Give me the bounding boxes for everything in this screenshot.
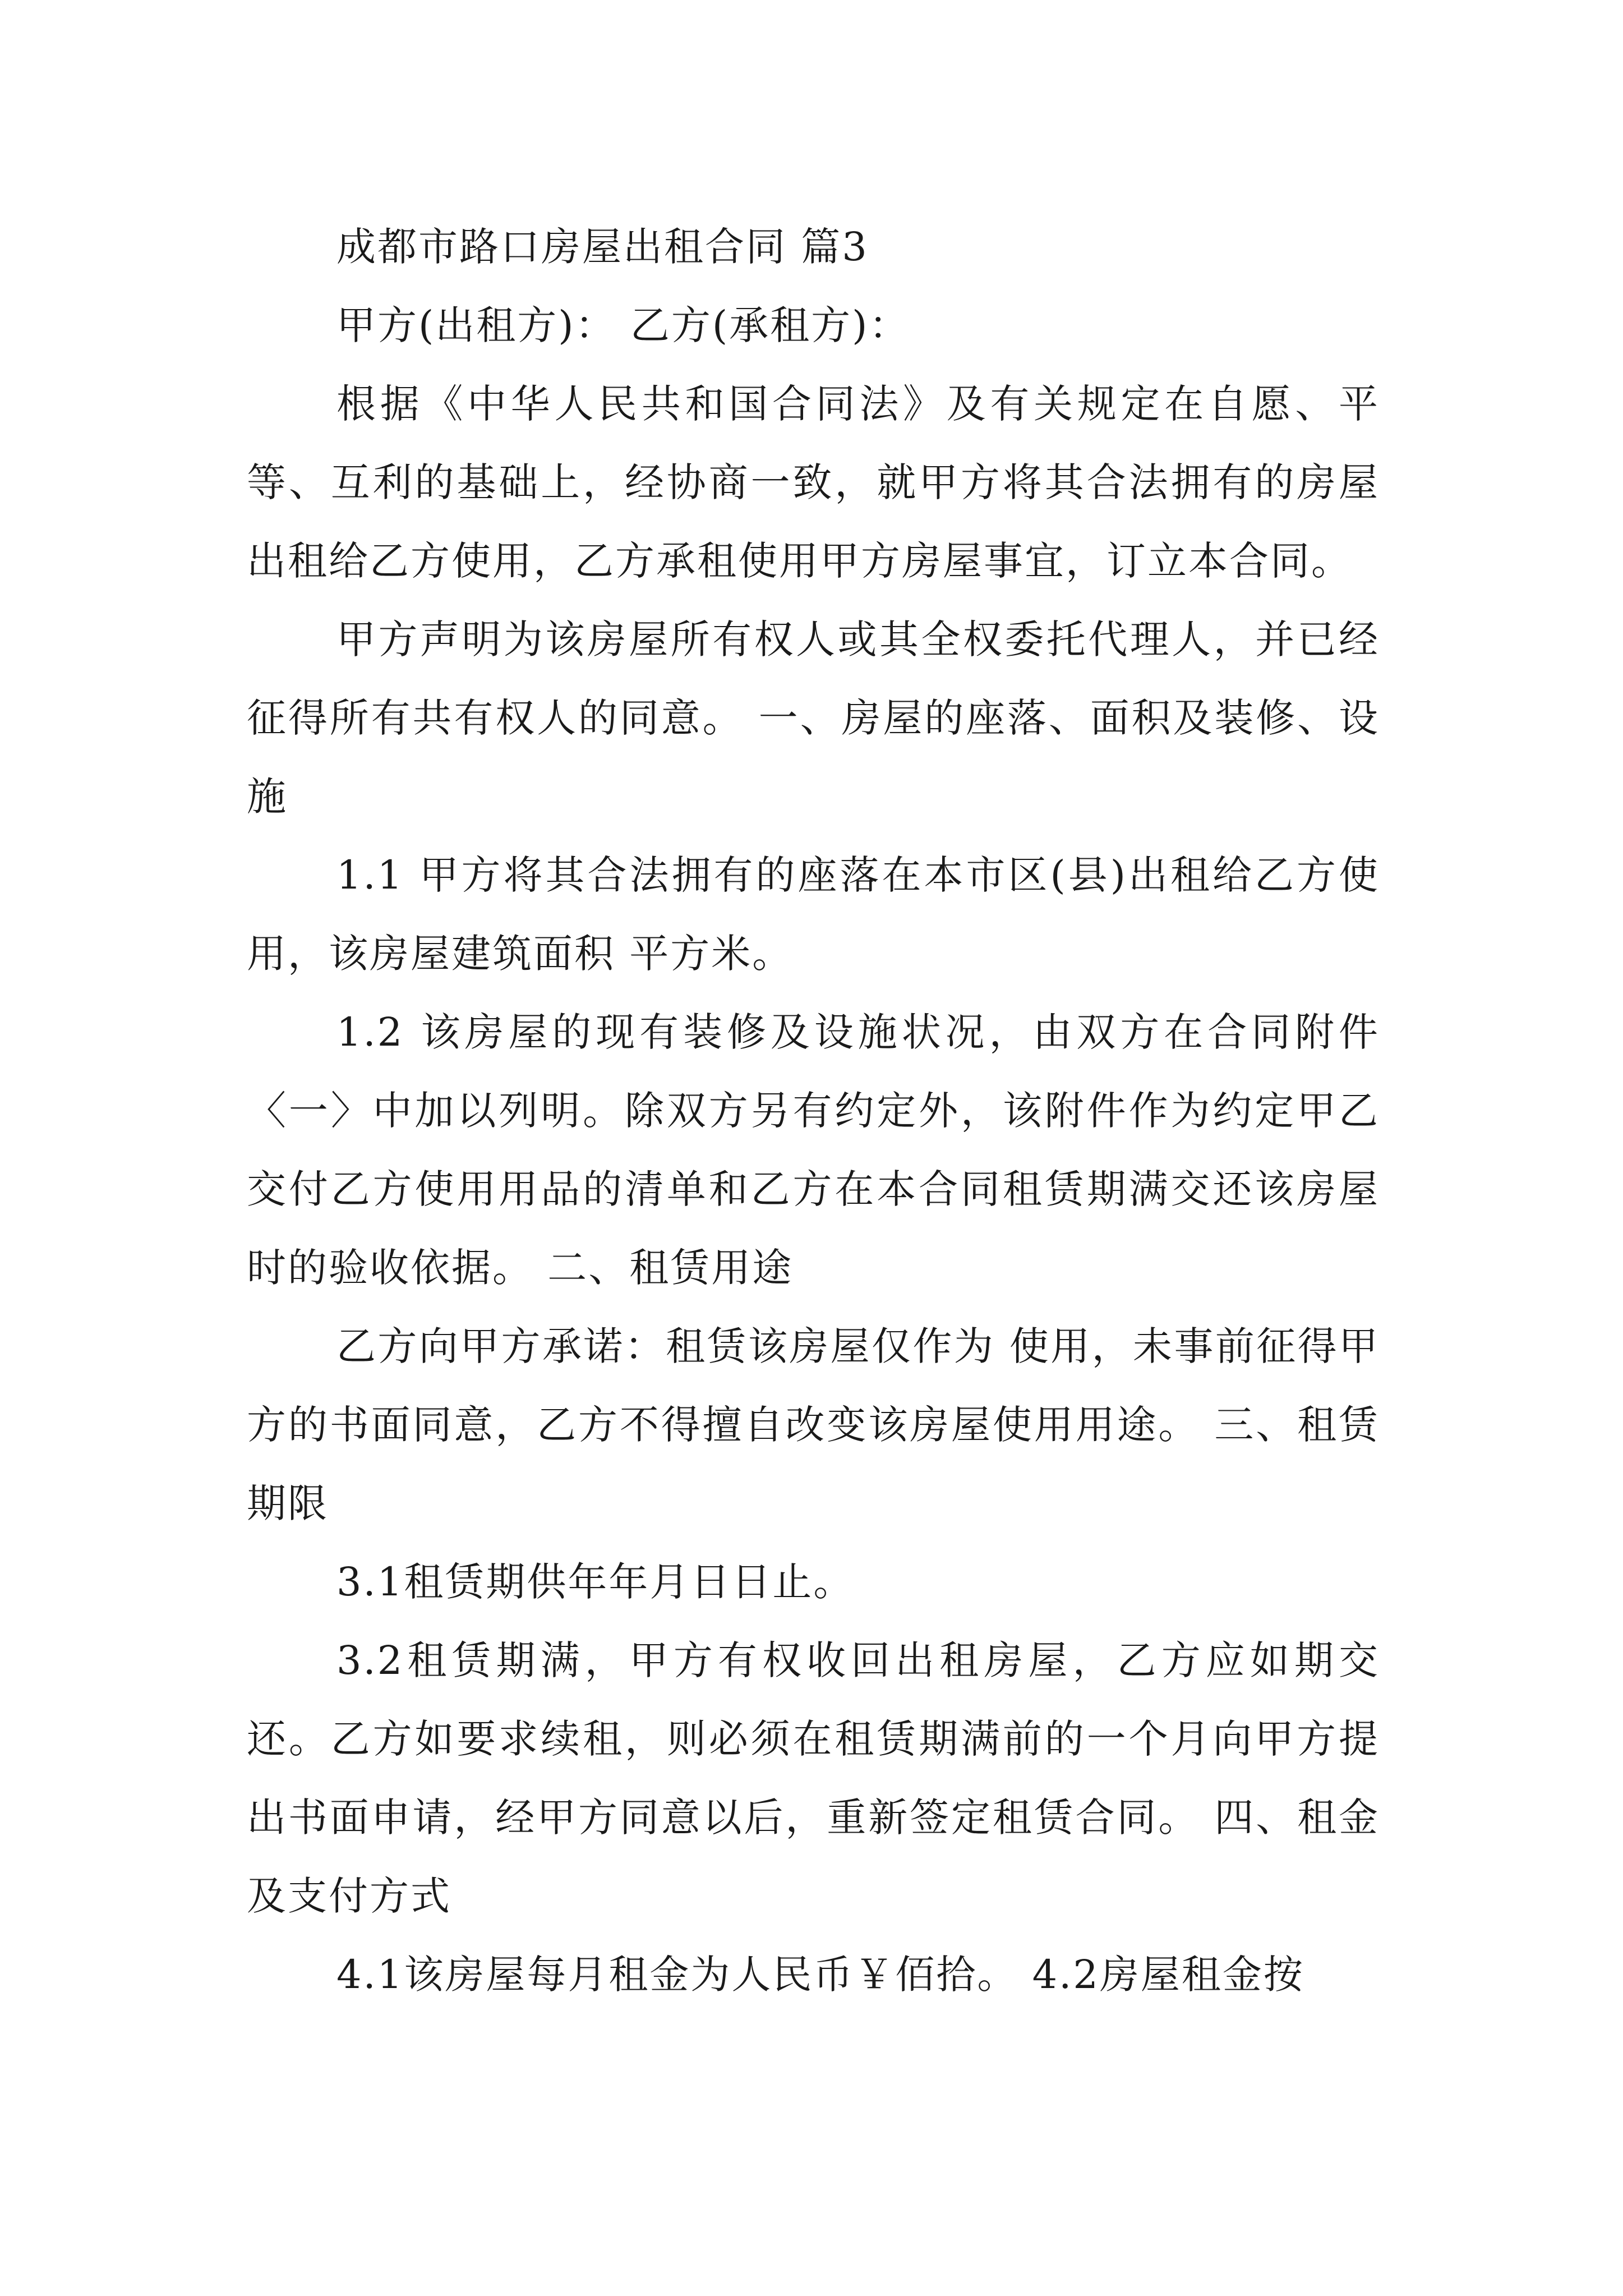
clause-3-2: 3.2租赁期满，甲方有权收回出租房屋，乙方应如期交还。乙方如要求续租，则必须在租赁期满前的一个月向甲方提出书面申请，经甲方同意以后，重新签定租赁合同。 四、租金及支付方式: [247, 1637, 1380, 1919]
landlord-declaration: 甲方声明为该房屋所有权人或其全权委托代理人，并已经征得所有共有权人的同意。 一、房屋的座落、面积及装修、设施: [247, 616, 1380, 820]
lease-purpose: 乙方向甲方承诺：租赁该房屋仅作为 使用，未事前征得甲方的书面同意，乙方不得擅自改变该房屋使用用途。 三、租赁期限: [247, 1323, 1380, 1526]
clause-3-1: 3.1租赁期供年年月日日止。: [336, 1559, 855, 1605]
contract-preamble: 根据《中华人民共和国合同法》及有关规定在自愿、平等、互利的基础上，经协商一致，就甲方将其合法拥有的房屋出租给乙方使用，乙方承租使用甲方房屋事宜，订立本合同。: [247, 381, 1380, 584]
document-body: [247, 208, 1380, 2014]
clause-1-2: 1.2 该房屋的现有装修及设施状况，由双方在合同附件〈一〉中加以列明。除双方另有约定外，该附件作为约定甲乙交付乙方使用用品的清单和乙方在本合同租赁期满交还该房屋时的验收依据。 二、租赁用途: [247, 1009, 1380, 1291]
clause-1-1: 1.1 甲方将其合法拥有的座落在本市区(县)出租给乙方使用，该房屋建筑面积 平方米。: [247, 852, 1380, 977]
contract-parties: 甲方(出租方)： 乙方(承租方)：: [336, 302, 910, 348]
clause-4-1: 4.1该房屋每月租金为人民币￥佰拾。 4.2房屋租金按: [336, 1952, 1304, 1998]
document-title: 成都市路口房屋出租合同 篇3: [336, 224, 869, 270]
